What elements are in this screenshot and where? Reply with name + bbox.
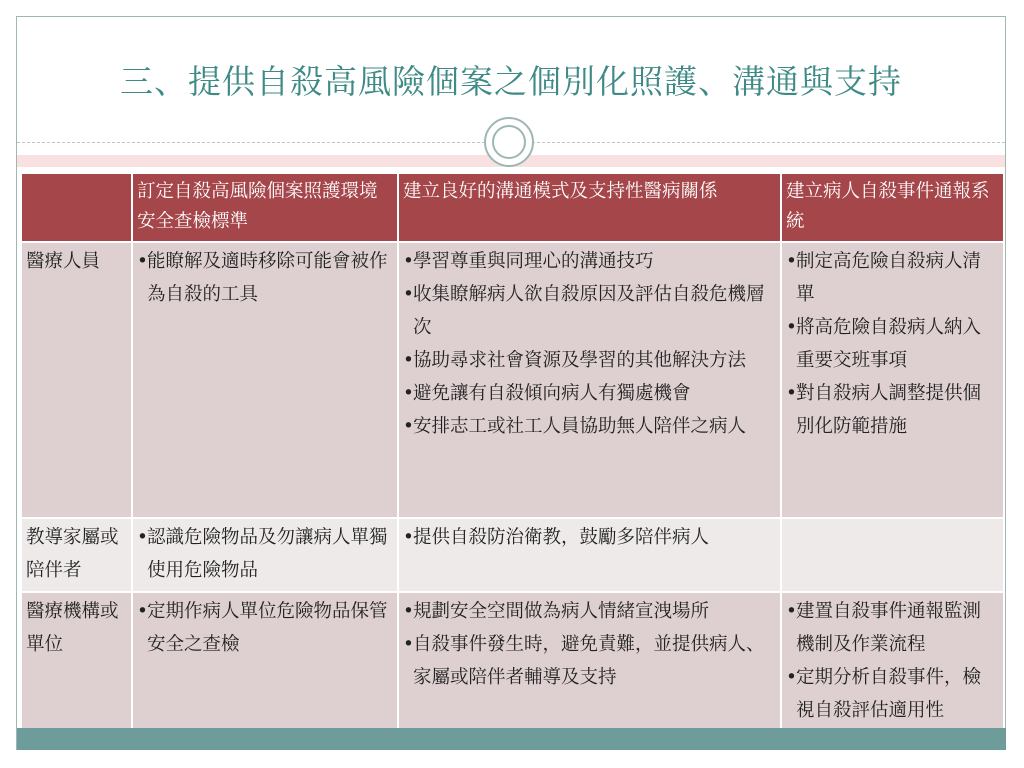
table-cell [398, 518, 781, 592]
header-cell-safety-standard: 訂定自殺高風險個案照護環境安全查檢標準 [132, 173, 398, 242]
table-cell [398, 242, 781, 518]
bullet-list [786, 595, 999, 727]
divider-circle-ornament [484, 117, 534, 167]
footer-bar [17, 728, 1006, 750]
table-row-medical-staff [21, 242, 1004, 518]
list-item: • 對自殺病人調整提供個別化防範措施 [786, 377, 999, 443]
list-item: • 提供自殺防治衛教，鼓勵多陪伴病人 [403, 521, 776, 554]
table-cell [398, 592, 781, 732]
divider-circle-inner [492, 125, 526, 159]
list-item: • 自殺事件發生時，避免責難，並提供病人、家屬或陪伴者輔導及支持 [403, 628, 776, 694]
bullet-list [786, 245, 999, 443]
row-label: 醫療人員 [21, 242, 132, 518]
list-item: • 安排志工或社工人員協助無人陪伴之病人 [403, 410, 776, 443]
table-cell-empty [781, 518, 1004, 592]
list-item: • 將高危險自殺病人納入重要交班事項 [786, 311, 999, 377]
list-item: • 規劃安全空間做為病人情緒宣洩場所 [403, 595, 776, 628]
row-label: 醫療機構或單位 [21, 592, 132, 732]
table-cell [781, 592, 1004, 732]
list-item: • 定期分析自殺事件，檢視自殺評估適用性 [786, 661, 999, 727]
list-item: • 認識危險物品及勿讓病人單獨使用危險物品 [137, 521, 393, 587]
bullet-list [403, 595, 776, 694]
table-cell [132, 518, 398, 592]
table-cell [132, 242, 398, 518]
table-row-institution [21, 592, 1004, 732]
bullet-list [403, 521, 776, 554]
row-label: 教導家屬或陪伴者 [21, 518, 132, 592]
header-cell-blank [21, 173, 132, 242]
bullet-list [137, 245, 393, 311]
bullet-list [137, 595, 393, 661]
list-item: • 學習尊重與同理心的溝通技巧 [403, 245, 776, 278]
list-item: • 避免讓有自殺傾向病人有獨處機會 [403, 377, 776, 410]
table-cell [781, 242, 1004, 518]
table-header-row [21, 173, 1004, 242]
care-table [20, 172, 1005, 733]
header-cell-communication: 建立良好的溝通模式及支持性醫病關係 [398, 173, 781, 242]
list-item: • 定期作病人單位危險物品保管安全之查檢 [137, 595, 393, 661]
bullet-list [403, 245, 776, 443]
header-cell-reporting-system: 建立病人自殺事件通報系統 [781, 173, 1004, 242]
list-item: • 建置自殺事件通報監測機制及作業流程 [786, 595, 999, 661]
list-item: • 制定高危險自殺病人清單 [786, 245, 999, 311]
list-item: • 收集瞭解病人欲自殺原因及評估自殺危機層次 [403, 278, 776, 344]
list-item: • 能瞭解及適時移除可能會被作為自殺的工具 [137, 245, 393, 311]
list-item: • 協助尋求社會資源及學習的其他解決方法 [403, 344, 776, 377]
bullet-list [137, 521, 393, 587]
table-row-family [21, 518, 1004, 592]
table-cell [132, 592, 398, 732]
slide-title: 三、提供自殺高風險個案之個別化照護、溝通與支持 [120, 62, 902, 101]
